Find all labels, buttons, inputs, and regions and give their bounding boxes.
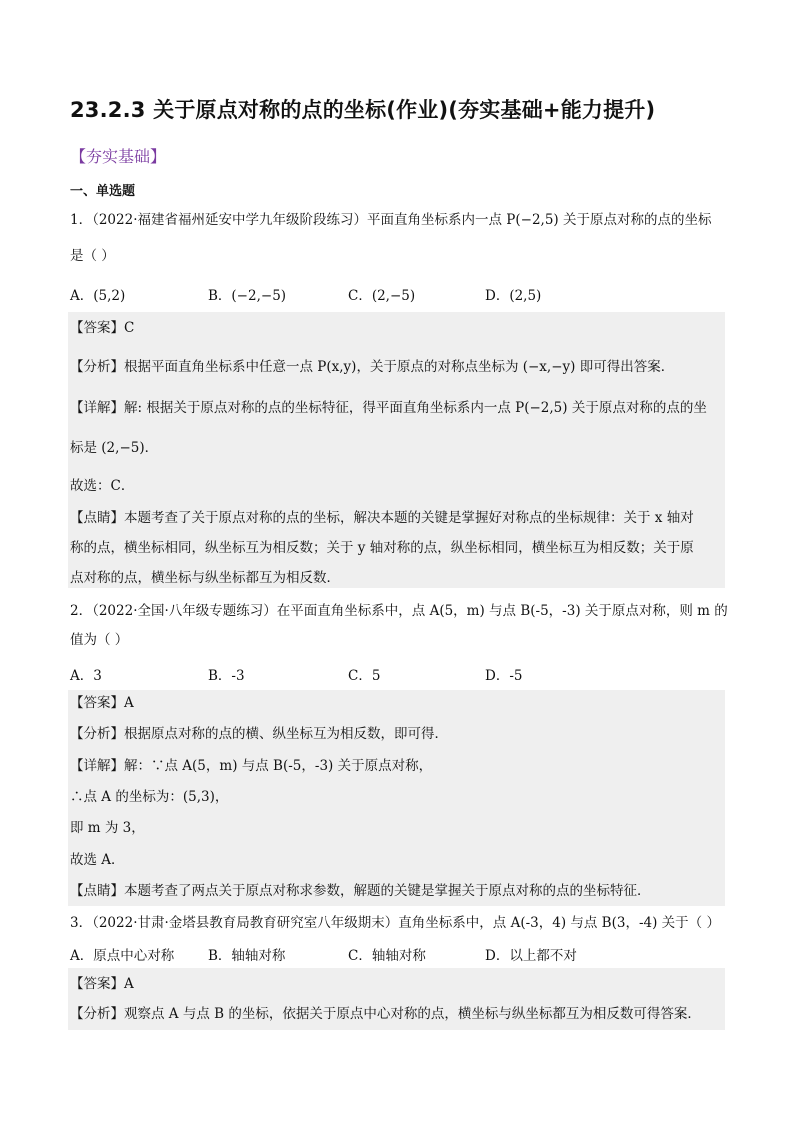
q2-option-d: D．-5 <box>485 668 523 684</box>
q2-option-c: C．5 <box>348 668 381 684</box>
q1-option-c: C．(2,−5) <box>348 288 416 304</box>
q1-review-line3: 点对称的点，横坐标与纵坐标都互为相反数． <box>70 570 340 586</box>
q3-answer: 【答案】A <box>70 976 134 992</box>
q3-option-c: C．轴轴对称 <box>348 948 426 964</box>
q1-answer: 【答案】C <box>70 320 135 336</box>
q1-review-line2: 称的点，横坐标相同，纵坐标互为相反数；关于 y 轴对称的点，纵坐标相同，横坐标互为相反数；关于原 <box>70 540 694 556</box>
q1-choice: 故选：C． <box>70 478 135 494</box>
q1-detail-line2: 标是 (2,−5)． <box>70 440 159 456</box>
q2-stem-line1: 2．（2022·全国·八年级专题练习）在平面直角坐标系中，点 A(5，m) 与点 B(-5，-3) 关于原点对称，则 m 的 <box>70 603 728 619</box>
q1-detail-line1: 【详解】解: 根据关于原点对称的点的坐标特征，得平面直角坐标系内一点 P(−2,5) 关于原点对称的点的坐 <box>70 400 707 416</box>
q1-stem-line2: 是（ ） <box>70 248 115 264</box>
q3-option-a: A．原点中心对称 <box>70 948 175 964</box>
q1-analysis: 【分析】根据平面直角坐标系中任意一点 P(x,y)，关于原点的对称点坐标为 (−x,−y) 即可得出答案． <box>70 359 675 375</box>
page-title: 23.2.3 关于原点对称的点的坐标(作业)(夯实基础+能力提升) <box>70 98 656 122</box>
q2-option-b: B．-3 <box>208 668 245 684</box>
q2-stem-line2: 值为（ ） <box>70 632 129 648</box>
q2-detail-line3: 即 m 为 3， <box>70 820 145 836</box>
q2-review-line1: 【点睛】本题考查了两点关于原点对称求参数，解题的关键是掌握关于原点对称的点的坐标特征． <box>70 883 651 899</box>
q3-option-d: D．以上都不对 <box>485 948 577 964</box>
q1-option-b: B．(−2,−5) <box>208 288 287 304</box>
q1-option-d: D．(2,5) <box>485 288 542 304</box>
q2-detail-line1: 【详解】解：∵点 A(5，m) 与点 B(-5，-3) 关于原点对称， <box>70 758 433 774</box>
section-heading: 【夯实基础】 <box>70 147 167 166</box>
q2-choice: 故选 A． <box>70 852 125 868</box>
q2-answer: 【答案】A <box>70 695 134 711</box>
q2-analysis: 【分析】根据原点对称的点的横、纵坐标互为相反数，即可得． <box>70 726 448 742</box>
q3-option-b: B．轴轴对称 <box>208 948 286 964</box>
q2-option-a: A．3 <box>70 668 102 684</box>
q1-option-a: A．(5,2) <box>70 288 126 304</box>
q3-analysis: 【分析】观察点 A 与点 B 的坐标，依据关于原点中心对称的点，横坐标与纵坐标都互为相反数可得答案． <box>70 1006 701 1022</box>
question-type-heading: 一、单选题 <box>70 184 136 199</box>
q1-stem-line1: 1．（2022·福建省福州延安中学九年级阶段练习）平面直角坐标系内一点 P(−2,5) 关于原点对称的点的坐标 <box>70 212 712 228</box>
q2-detail-line2: ∴点 A 的坐标为：(5,3)， <box>70 789 229 805</box>
q3-stem-line1: 3．（2022·甘肃·金塔县教育局教育研究室八年级期末）直角坐标系中，点 A(-3，4) 与点 B(3，-4) 关于（ ） <box>70 915 720 931</box>
q1-review-line1: 【点睛】本题考查了关于原点对称的点的坐标，解决本题的关键是掌握好对称点的坐标规律：关于 x 轴对 <box>70 510 694 526</box>
